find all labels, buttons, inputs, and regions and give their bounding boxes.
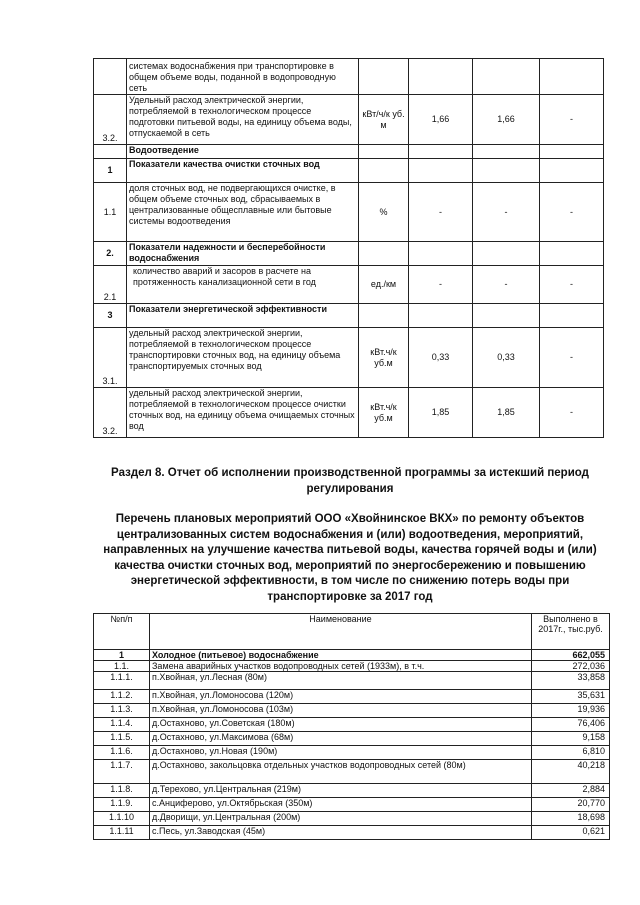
measure-value: 18,698 [532, 812, 610, 826]
group-title: Показатели надежности и бесперебойности водоснабжения [127, 242, 359, 266]
measure-value: 20,770 [532, 798, 610, 812]
row-number: 1.1.3. [94, 704, 150, 718]
measure-value: 2,884 [532, 784, 610, 798]
measure-name: д.Терехово, ул.Центральная (219м) [150, 784, 532, 798]
table-row [94, 242, 604, 266]
section-title: Водоотведение [127, 145, 359, 159]
value-cell [473, 159, 540, 183]
measure-name: с.Анциферово, ул.Октябрьская (350м) [150, 798, 532, 812]
measure-name: п.Хвойная, ул.Ломоносова (120м) [150, 690, 532, 704]
value-cell: 0,33 [473, 328, 540, 388]
measure-name: п.Хвойная, ул.Лесная (80м) [150, 672, 532, 690]
row-number: 3.2. [94, 388, 127, 438]
value-cell: - [409, 266, 473, 304]
group-title: Показатели качества очистки сточных вод [127, 159, 359, 183]
value-cell [409, 59, 473, 95]
measure-value: 0,621 [532, 826, 610, 840]
unit-cell: кВт.ч/к уб.м [359, 388, 409, 438]
measure-name: д.Остахново, ул.Новая (190м) [150, 746, 532, 760]
table-row [94, 650, 610, 661]
unit-cell: % [359, 183, 409, 242]
value-cell [473, 304, 540, 328]
unit-cell [359, 304, 409, 328]
row-number: 1.1.6. [94, 746, 150, 760]
table-row [94, 388, 604, 438]
row-number: 1.1.9. [94, 798, 150, 812]
list-heading: Перечень плановых мероприятий ООО «Хвойнинское ВКХ» по ремонту объектов централизованных систем водоснабжения и (или) водоотведения, мероприятий, направленных на улучшение качества питьевой воды, качества горячей воды и (или) качества очистки сточных вод, мероприятий по энергосбережению и повышению энергетической эффективности, в том числе по снижению потерь воды при транспортировке за 2017 год [103, 513, 597, 603]
value-cell: - [540, 183, 604, 242]
value-cell [540, 145, 604, 159]
row-number: 3 [94, 304, 127, 328]
table-row [94, 746, 610, 760]
table-row [94, 812, 610, 826]
row-number: 1.1.5. [94, 732, 150, 746]
unit-cell: ед./км [359, 266, 409, 304]
value-cell [540, 159, 604, 183]
value-cell [409, 159, 473, 183]
measure-value: 6,810 [532, 746, 610, 760]
value-cell: 1,85 [409, 388, 473, 438]
value-cell: 1,66 [409, 95, 473, 145]
unit-cell [359, 159, 409, 183]
row-number: 3.2. [94, 95, 127, 145]
measure-name: с.Песь, ул.Заводская (45м) [150, 826, 532, 840]
indicator-name: удельный расход электрической энергии, потребляемой в технологическом процессе очистки сточных вод, на единицу объема очищаемых сточных вод [127, 388, 359, 438]
table-row [94, 704, 610, 718]
row-number: 2.1 [94, 266, 127, 304]
unit-cell: кВт/ч/к уб. м [359, 95, 409, 145]
indicator-name: системах водоснабжения при транспортировке в общем объеме воды, поданной в водопроводную сеть [127, 59, 359, 95]
row-number [94, 59, 127, 95]
measure-name: д.Дворищи, ул.Центральная (200м) [150, 812, 532, 826]
table-row [94, 672, 610, 690]
table-row [94, 95, 604, 145]
header-done: Выполнено в 2017г., тыс.руб. [532, 614, 610, 650]
row-number [94, 145, 127, 159]
value-cell [540, 304, 604, 328]
value-cell [409, 304, 473, 328]
value-cell [540, 242, 604, 266]
measure-name: Замена аварийных участков водопроводных сетей (1933м), в т.ч. [150, 661, 532, 672]
value-cell: - [540, 388, 604, 438]
value-cell: 1,85 [473, 388, 540, 438]
row-number: 1.1.1. [94, 672, 150, 690]
measure-name: д.Остахново, закольцовка отдельных участков водопроводных сетей (80м) [150, 760, 532, 784]
header-name: Наименование [150, 614, 532, 650]
value-cell: - [409, 183, 473, 242]
value-cell: 0,33 [409, 328, 473, 388]
table-row [94, 183, 604, 242]
measure-value: 662,055 [532, 650, 610, 661]
value-cell: - [540, 266, 604, 304]
group-title: Показатели энергетической эффективности [127, 304, 359, 328]
row-number: 3.1. [94, 328, 127, 388]
measure-name: п.Хвойная, ул.Ломоносова (103м) [150, 704, 532, 718]
value-cell [473, 145, 540, 159]
table-row [94, 784, 610, 798]
measures-table [93, 613, 610, 840]
row-number: 1.1.11 [94, 826, 150, 840]
unit-cell [359, 145, 409, 159]
value-cell: 1,66 [473, 95, 540, 145]
row-number: 1.1.10 [94, 812, 150, 826]
table-row [94, 690, 610, 704]
measure-value: 40,218 [532, 760, 610, 784]
indicator-name: количество аварий и засоров в расчете на протяженность канализационной сети в год [127, 266, 359, 304]
measure-name: Холодное (питьевое) водоснабжение [150, 650, 532, 661]
value-cell: - [473, 266, 540, 304]
row-number: 1.1.2. [94, 690, 150, 704]
row-number: 1 [94, 650, 150, 661]
measure-name: д.Остахново, ул.Советская (180м) [150, 718, 532, 732]
table-row [94, 798, 610, 812]
value-cell: - [540, 95, 604, 145]
table-row [94, 661, 610, 672]
measure-value: 9,158 [532, 732, 610, 746]
indicator-name: Удельный расход электрической энергии, потребляемой в технологическом процессе подготовки питьевой воды, на единицу объема воды, отпускаемой в сеть [127, 95, 359, 145]
row-number: 1.1.8. [94, 784, 150, 798]
measure-name: д.Остахново, ул.Максимова (68м) [150, 732, 532, 746]
table-row [94, 718, 610, 732]
measure-value: 76,406 [532, 718, 610, 732]
table-header-row [94, 614, 610, 650]
unit-cell [359, 242, 409, 266]
measure-value: 19,936 [532, 704, 610, 718]
indicators-table [93, 58, 604, 438]
section-heading: Раздел 8. Отчет об исполнении производственной программы за истекший период регулирования [111, 467, 589, 495]
measure-value: 35,631 [532, 690, 610, 704]
table-row [94, 304, 604, 328]
table-row [94, 328, 604, 388]
unit-cell: кВт.ч/к уб.м [359, 328, 409, 388]
row-number: 1.1.4. [94, 718, 150, 732]
table-row [94, 760, 610, 784]
table-row [94, 59, 604, 95]
value-cell [409, 145, 473, 159]
measure-value: 272,036 [532, 661, 610, 672]
row-number: 1 [94, 159, 127, 183]
unit-cell [359, 59, 409, 95]
row-number: 2. [94, 242, 127, 266]
indicator-name: удельный расход электрической энергии, потребляемой в технологическом процессе транспортировки сточных вод, на единицу объема транспортируемых сточных вод [127, 328, 359, 388]
value-cell [540, 59, 604, 95]
value-cell [473, 59, 540, 95]
header-number: №п/п [94, 614, 150, 650]
table-row [94, 266, 604, 304]
table-row [94, 159, 604, 183]
value-cell [409, 242, 473, 266]
row-number: 1.1. [94, 661, 150, 672]
table-row [94, 145, 604, 159]
measure-value: 33,858 [532, 672, 610, 690]
row-number: 1.1.7. [94, 760, 150, 784]
indicator-name: доля сточных вод, не подвергающихся очистке, в общем объеме сточных вод, сбрасываемых в централизованные общесплавные или бытовые системы водоотведения [127, 183, 359, 242]
row-number: 1.1 [94, 183, 127, 242]
value-cell: - [540, 328, 604, 388]
table-row [94, 732, 610, 746]
value-cell: - [473, 183, 540, 242]
table-row [94, 826, 610, 840]
value-cell [473, 242, 540, 266]
